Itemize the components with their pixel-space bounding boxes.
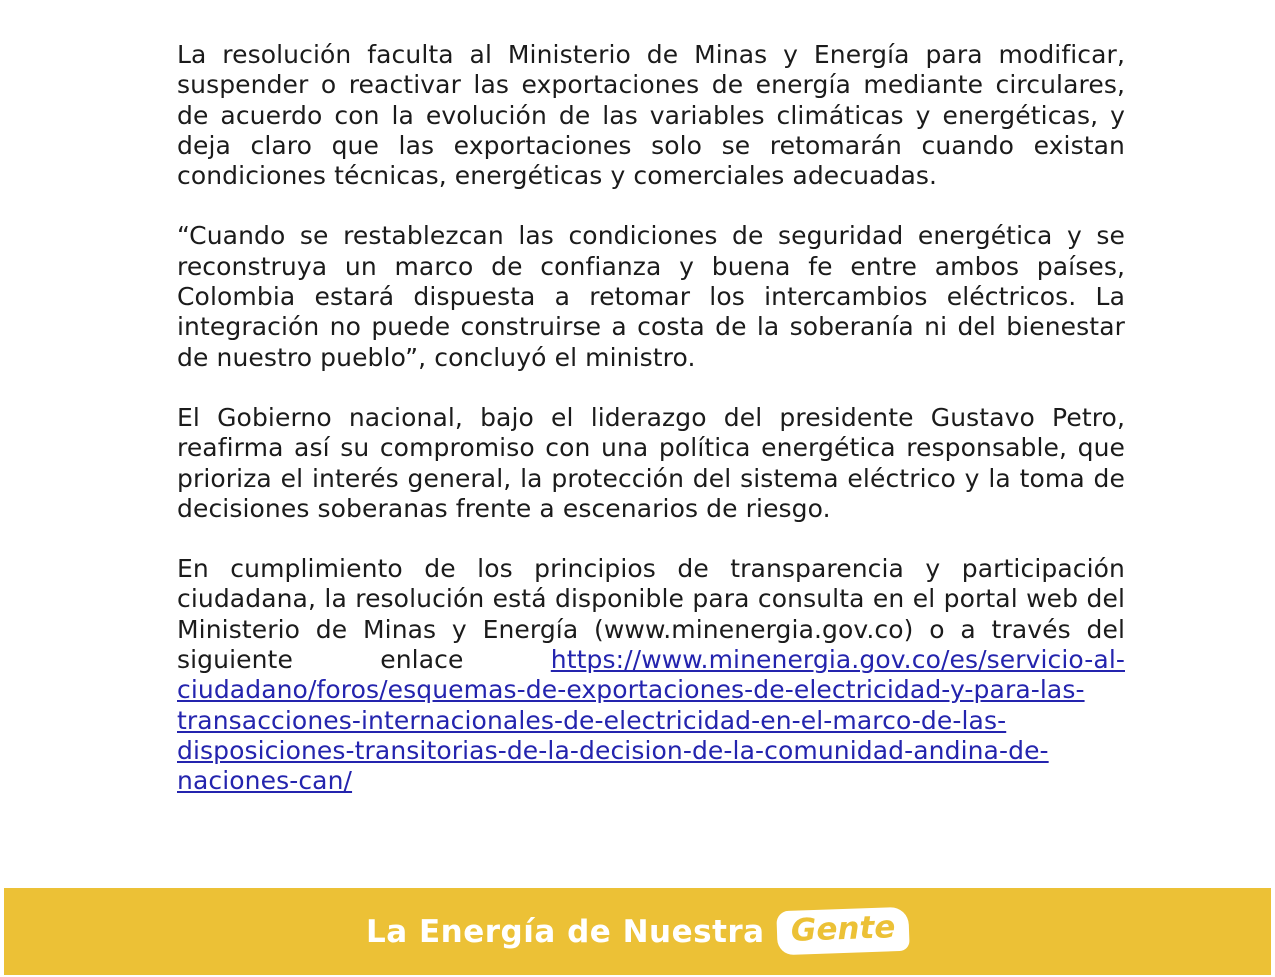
paragraph-quote-ministro: “Cuando se restablezcan las condiciones de seguridad energética y se reconstruya un marco de confianza y buena fe entre ambos países, Colombia estará dispuesta a retomar los intercambios eléctricos. La integración no puede construirse a costa de la soberanía ni del bienestar de nuestro pueblo”, concluyó el ministro. bbox=[177, 221, 1125, 372]
footer-tagline: La Energía de Nuestra bbox=[366, 913, 765, 950]
paragraph-cumplimiento-enlace bbox=[177, 554, 1125, 796]
resolution-link[interactable]: https://www.minenergia.gov.co/es/servicio-al-ciudadano/foros/esquemas-de-exportaciones-de-electricidad-y-para-las-transacciones-internacionales-de-electricidad-en-el-marco-de-las-disposiciones-transitorias-de-la-decision-de-la-comunidad-andina-de-naciones-can/ bbox=[177, 645, 1125, 796]
paragraph-gobierno-nacional: El Gobierno nacional, bajo el liderazgo del presidente Gustavo Petro, reafirma así su compromiso con una política energética responsable, que prioriza el interés general, la protección del sistema eléctrico y la toma de decisiones soberanas frente a escenarios de riesgo. bbox=[177, 402, 1125, 523]
paragraph-resolucion-faculta: La resolución faculta al Ministerio de Minas y Energía para modificar, suspender o reactivar las exportaciones de energía mediante circulares, de acuerdo con la evolución de las variables climáticas y energéticas, y deja claro que las exportaciones solo se retomarán cuando existan condiciones técnicas, energéticas y comerciales adecuadas. bbox=[177, 40, 1125, 191]
footer-tagline-accent: Gente bbox=[776, 907, 910, 956]
document-body bbox=[177, 40, 1125, 827]
footer-banner bbox=[4, 888, 1271, 975]
paragraph-cumplimiento-text: En cumplimiento de los principios de transparencia y participación ciudadana, la resolución está disponible para consulta en el portal web del Ministerio de Minas y Energía (www.minenergia.gov.co) o a través del siguiente enlace bbox=[177, 554, 1125, 675]
